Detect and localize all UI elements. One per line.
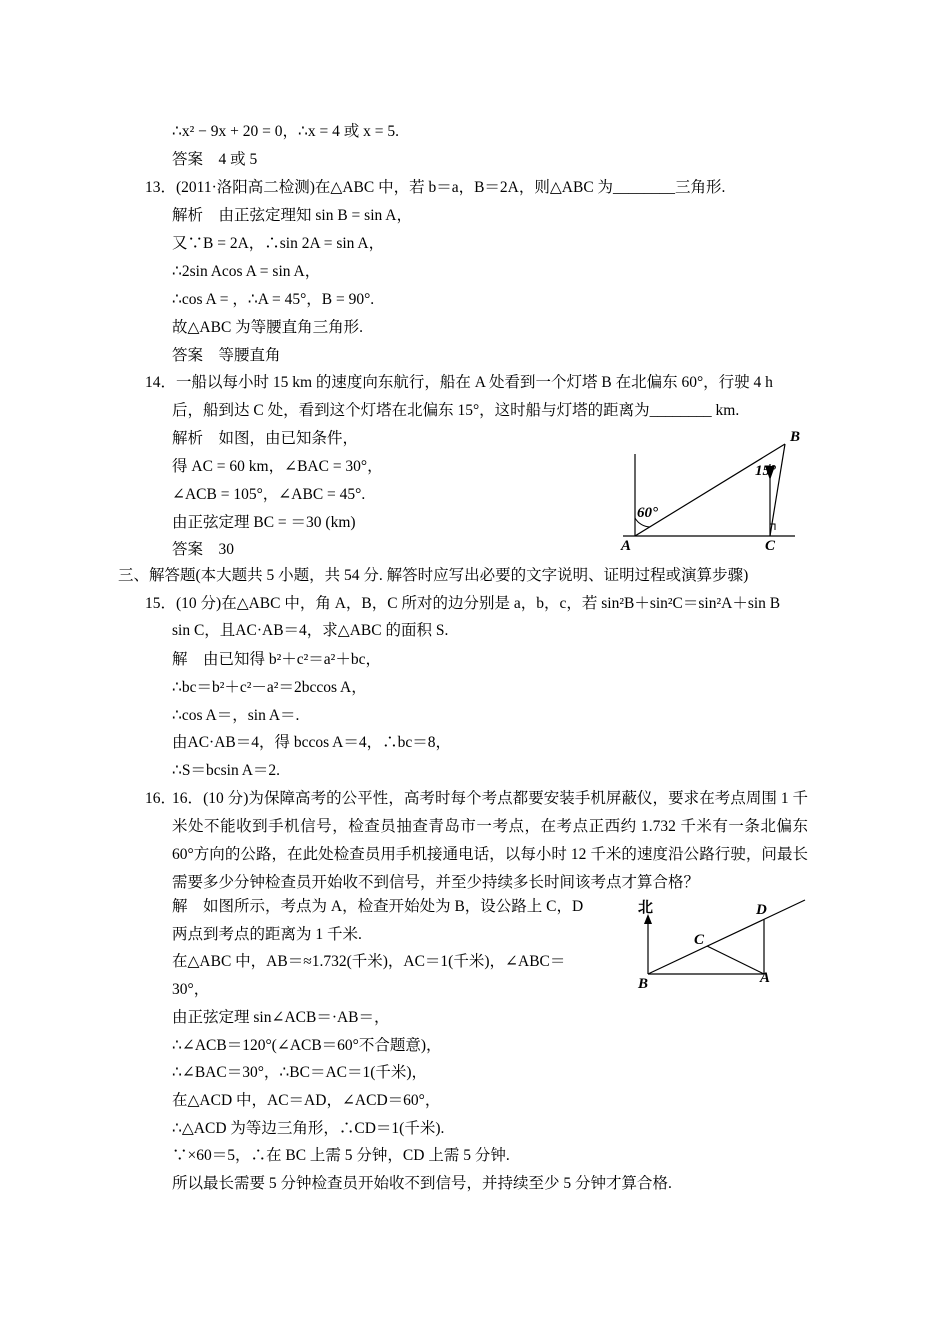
road-line: [648, 900, 805, 974]
answer-13: 答案 等腰直角: [172, 347, 281, 364]
line-36: 所以最长需要 5 分钟检查员开始收不到信号，并持续至少 5 分钟才算合格.: [172, 1175, 672, 1192]
answer-12: 答案 4 或 5: [172, 151, 258, 168]
line-33: 在△ACD 中，AC＝AD，∠ACD＝60°，: [172, 1092, 441, 1109]
segment-ab: [635, 444, 785, 536]
line-35: ∵×60＝5，∴在 BC 上需 5 分钟，CD 上需 5 分钟.: [172, 1147, 510, 1164]
label-c: C: [694, 932, 705, 948]
label-b: B: [790, 429, 801, 445]
line-29: 30°，: [172, 981, 210, 998]
line-32: ∴∠BAC＝30°，∴BC＝AC＝1(千米)，: [172, 1064, 428, 1081]
segment-cb: [770, 444, 785, 536]
question-14-cont: 后，船到达 C 处，看到这个灯塔在北偏东 15°，这时船与灯塔的距离为________ km.: [172, 402, 740, 419]
angle-15: 15°: [755, 463, 776, 479]
line-21: ∴bc＝b²＋c²－a²＝2bccos A，: [172, 679, 367, 696]
line-4: 解析 由正弦定理知 sin B = sin A，: [172, 207, 412, 224]
label-a: A: [621, 538, 632, 554]
question-15-cont: sin C，且AC·AB＝4，求△ABC 的面积 S.: [172, 622, 449, 639]
question-16: 16．(10 分)为保障高考的公平性，高考时每个考点都要安装手机屏蔽仪，要求在考点周围 1 千米处不能收到手机信号，检查员抽查青岛市一考点，在考点正西约 1.732 千米有一条北偏东 60°方向的公路，在此处检查员用手机接通电话，以每小时 12 千米的速度沿公路行驶，问最长需要多少分钟检查员开始收不到信号，并至少持续多长时间该考点才算合格？: [172, 790, 808, 891]
label-d: D: [756, 902, 767, 918]
line-15: 由正弦定理 BC = ＝30 (km): [172, 514, 356, 531]
angle-60: 60°: [637, 505, 658, 521]
line-1: ∴x² − 9x + 20 = 0，∴x = 4 或 x = 5.: [172, 123, 399, 140]
line-31: ∴∠ACB＝120°(∠ACB＝60°不合题意)，: [172, 1037, 442, 1054]
question-16-num: 16．: [145, 790, 177, 807]
section-heading: 三、解答题(本大题共 5 小题，共 54 分. 解答时应写出必要的文字说明、证明过程或演算步骤): [118, 567, 749, 584]
label-a: A: [760, 970, 771, 986]
line-7: ∴cos A = ，∴A = 45°，B = 90°.: [172, 291, 375, 308]
line-34: ∴△ACD 为等边三角形，∴CD＝1(千米).: [172, 1120, 445, 1137]
line-13: 得 AC = 60 km，∠BAC = 30°，: [172, 458, 383, 475]
line-6: ∴2sin Acos A = sin A，: [172, 263, 321, 280]
line-14: ∠ACB = 105°，∠ABC = 45°.: [172, 486, 366, 503]
line-5: 又∵B = 2A，∴sin 2A = sin A，: [172, 235, 385, 252]
line-20: 解 由已知得 b²＋c²＝a²＋bc，: [172, 651, 381, 668]
line-28: 在△ABC 中，AB＝≈1.732(千米)，AC＝1(千米)，∠ABC＝: [172, 953, 566, 970]
line-26: 解 如图所示，考点为 A，检查开始处为 B，设公路上 C，D: [172, 898, 584, 915]
figure-lighthouse: [615, 424, 815, 556]
line-27: 两点到考点的距离为 1 千米.: [172, 926, 362, 943]
line-23: 由AC·AB＝4，得 bccos A＝4，∴bc＝8，: [172, 734, 451, 751]
question-13: 13．(2011·洛阳高二检测)在△ABC 中，若 b＝a，B＝2A，则△ABC 为________三角形.: [145, 179, 726, 196]
line-8: 故△ABC 为等腰直角三角形.: [172, 319, 364, 336]
question-14: 14．一船以每小时 15 km 的速度向东航行，船在 A 处看到一个灯塔 B 在北偏东 60°，行驶 4 h: [145, 374, 773, 391]
line-30: 由正弦定理 sin∠ACB＝·AB＝，: [172, 1009, 390, 1026]
line-24: ∴S＝bcsin A＝2.: [172, 762, 281, 779]
segment-ca: [707, 946, 764, 974]
label-c: C: [765, 538, 776, 554]
line-12: 解析 如图，由已知条件，: [172, 430, 359, 447]
label-north: 北: [638, 898, 654, 916]
line-22: ∴cos A＝，sin A＝.: [172, 707, 300, 724]
answer-14: 答案 30: [172, 541, 235, 558]
label-b: B: [638, 976, 649, 990]
figure-road: [630, 890, 810, 990]
question-15: 15．(10 分)在△ABC 中，角 A，B，C 所对的边分别是 a，b，c，若 sin²B＋sin²C＝sin²A＋sin B: [145, 595, 781, 612]
